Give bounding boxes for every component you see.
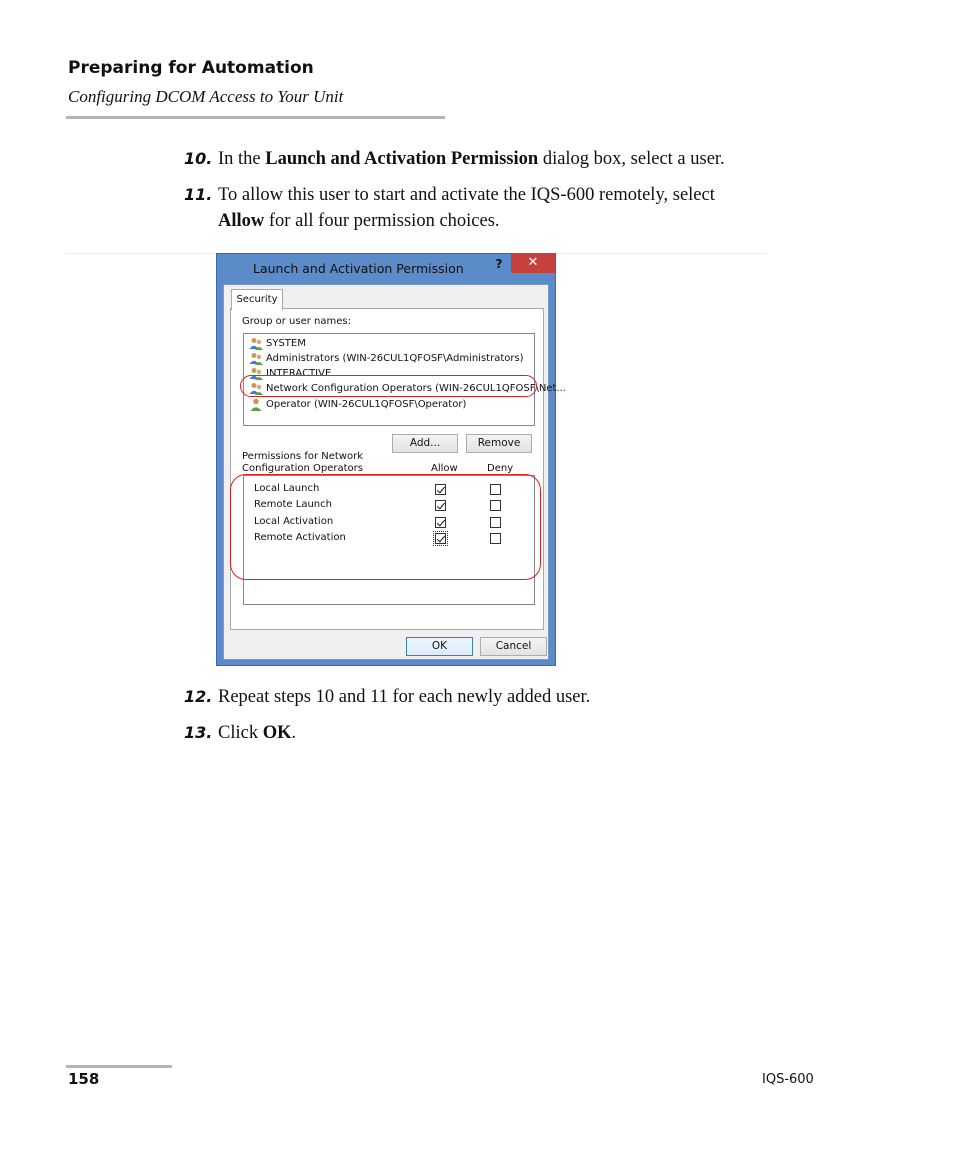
dialog-client-area	[223, 284, 566, 660]
list-item[interactable]	[249, 336, 306, 351]
user-group-icon	[249, 352, 263, 365]
step-10	[184, 146, 824, 172]
cancel-button[interactable]: Cancel	[480, 637, 547, 656]
user-name: Operator (WIN-26CUL1QFOSF\Operator)	[266, 399, 467, 410]
group-or-user-names-label: Group or user names:	[242, 316, 351, 327]
step-text: Click	[218, 723, 263, 743]
permission-name: Local Launch	[254, 483, 320, 494]
list-item[interactable]	[249, 397, 466, 412]
permission-name: Remote Activation	[254, 532, 346, 543]
step-bold: Allow	[218, 211, 265, 231]
list-item[interactable]	[249, 351, 524, 366]
close-button[interactable]	[511, 253, 555, 273]
page-number: 158	[68, 1070, 100, 1088]
running-header-subtitle: Configuring DCOM Access to Your Unit	[68, 87, 344, 106]
step-bold: Launch and Activation Permission	[265, 149, 539, 169]
user-name: Administrators (WIN-26CUL1QFOSF\Administrators)	[266, 353, 524, 364]
launch-activation-permission-dialog	[216, 253, 566, 666]
step-text: Repeat steps 10 and 11 for each newly added user.	[218, 687, 591, 707]
user-name: SYSTEM	[266, 338, 306, 349]
step-number: 12.	[184, 687, 213, 706]
step-text: In the	[218, 149, 266, 169]
step-text: To allow this user to start and activate the IQS-600 remotely, select	[218, 185, 715, 205]
user-highlight-ellipse	[240, 375, 537, 397]
tab-security[interactable]: Security	[231, 289, 283, 310]
user-icon	[249, 398, 263, 411]
step-11	[184, 182, 824, 234]
permissions-highlight-ellipse	[230, 474, 541, 580]
dialog-title: Launch and Activation Permission	[253, 261, 464, 276]
step-bold: OK	[262, 723, 292, 743]
step-12	[184, 684, 824, 710]
security-tab-panel	[230, 308, 566, 630]
step-number: 10.	[184, 149, 213, 168]
permission-name: Local Activation	[254, 516, 334, 527]
user-group-icon	[249, 337, 263, 350]
step-text: dialog box, select a user.	[538, 149, 725, 169]
step-13	[184, 720, 824, 746]
permissions-label-line1: Permissions for Network	[242, 451, 364, 462]
step-number: 11.	[184, 185, 213, 204]
help-button[interactable]: ?	[495, 257, 503, 271]
user-name: INTERACTIVE	[266, 368, 332, 379]
header-rule	[66, 116, 445, 119]
permission-name: Remote Launch	[254, 499, 332, 510]
product-name: IQS-600	[762, 1072, 814, 1087]
footer-rule	[66, 1065, 172, 1068]
permissions-label-line2: Configuration Operators	[242, 463, 363, 474]
deny-column-header: Deny	[487, 463, 514, 474]
user-name: Network Configuration Operators (WIN-26CUL1QFOSF\Net...	[266, 383, 566, 394]
add-button[interactable]: Add...	[392, 434, 458, 453]
ok-button[interactable]: OK	[406, 637, 473, 656]
remove-button[interactable]: Remove	[466, 434, 532, 453]
step-text: for all four permission choices.	[264, 211, 500, 231]
step-number: 13.	[184, 723, 213, 742]
close-icon: ✕	[527, 255, 539, 270]
running-header-title: Preparing for Automation	[68, 58, 314, 78]
allow-column-header: Allow	[431, 463, 458, 474]
step-text: .	[291, 723, 297, 743]
